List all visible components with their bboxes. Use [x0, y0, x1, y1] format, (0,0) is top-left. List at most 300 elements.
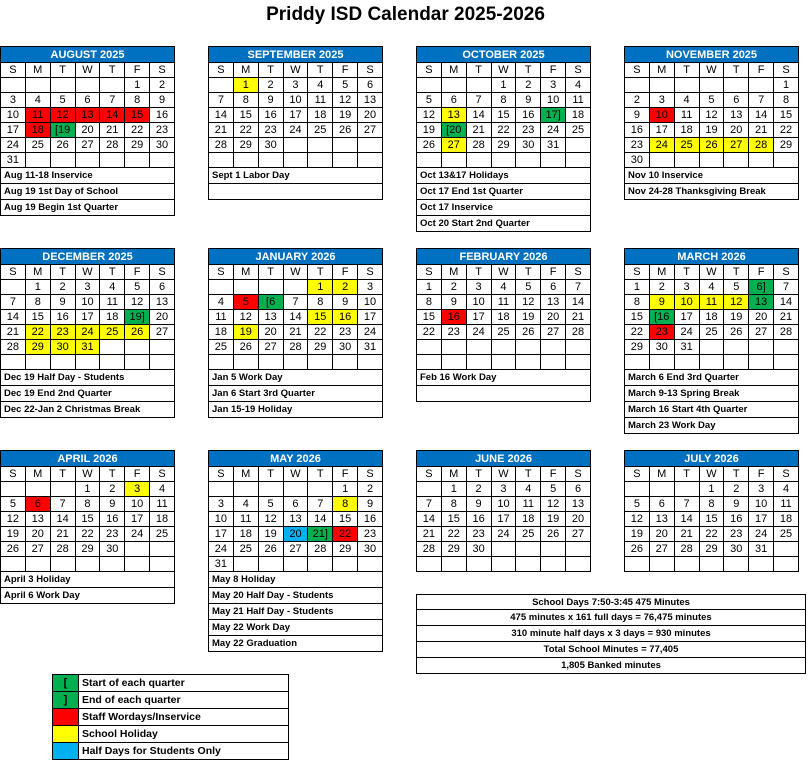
day-cell: 27 — [724, 138, 749, 153]
day-cell: 25 — [566, 123, 591, 138]
week-row — [417, 512, 591, 527]
month-days-table — [0, 62, 175, 168]
month-july — [624, 450, 799, 572]
day-cell — [233, 153, 258, 168]
week-row — [417, 153, 591, 168]
day-cell: 4 — [516, 482, 541, 497]
day-cell: 11 — [516, 497, 541, 512]
day-cell: 5 — [125, 280, 150, 295]
note-line: May 20 Half Day - Students — [208, 588, 383, 604]
note-line: May 8 Holiday — [208, 572, 383, 588]
day-cell: 31 — [541, 138, 566, 153]
week-row — [1, 93, 175, 108]
note-line: Dec 19 End 2nd Quarter — [0, 386, 175, 402]
day-cell — [417, 557, 442, 572]
month-days-table — [624, 466, 799, 572]
day-cell: 6 — [649, 497, 674, 512]
week-row — [625, 355, 799, 370]
day-cell: 23 — [358, 527, 383, 542]
day-cell: 19 — [541, 512, 566, 527]
day-cell — [724, 153, 749, 168]
day-cell: 16 — [333, 310, 358, 325]
note-line: Aug 19 Begin 1st Quarter — [0, 200, 175, 216]
month-days-table — [208, 466, 383, 572]
day-cell — [441, 557, 466, 572]
week-row — [209, 153, 383, 168]
day-cell — [308, 153, 333, 168]
day-cell: 9 — [150, 93, 175, 108]
day-cell — [150, 542, 175, 557]
weekday-header: W — [283, 63, 308, 78]
day-cell: 6 — [541, 280, 566, 295]
day-cell — [209, 78, 234, 93]
day-cell: 16 — [358, 512, 383, 527]
month-april — [0, 450, 175, 604]
day-cell: 24 — [283, 123, 308, 138]
day-cell: 14 — [466, 108, 491, 123]
day-cell: 24 — [674, 325, 699, 340]
day-cell: 5 — [258, 497, 283, 512]
day-cell: 6 — [150, 280, 175, 295]
day-cell — [724, 557, 749, 572]
day-cell — [625, 482, 650, 497]
month-header: MARCH 2026 — [624, 248, 799, 264]
day-cell — [333, 557, 358, 572]
day-cell: 15 — [75, 512, 100, 527]
day-cell: 28 — [100, 138, 125, 153]
day-cell: 10 — [466, 295, 491, 310]
week-row — [625, 542, 799, 557]
day-cell: 29 — [75, 542, 100, 557]
day-cell — [516, 355, 541, 370]
day-cell: 17 — [674, 310, 699, 325]
weekday-header: T — [674, 265, 699, 280]
month-december — [0, 248, 175, 418]
day-cell — [441, 153, 466, 168]
day-cell — [516, 557, 541, 572]
day-cell — [75, 153, 100, 168]
day-cell: 4 — [491, 280, 516, 295]
day-cell: 6] — [749, 280, 774, 295]
day-cell — [258, 355, 283, 370]
day-cell: 7 — [209, 93, 234, 108]
month-january — [208, 248, 383, 418]
day-cell: 24 — [358, 325, 383, 340]
weekday-header: T — [516, 63, 541, 78]
day-cell: 18 — [233, 527, 258, 542]
day-cell: 16 — [100, 512, 125, 527]
legend-label: Half Days for Students Only — [82, 745, 221, 757]
day-cell — [258, 280, 283, 295]
day-cell: 21 — [283, 325, 308, 340]
weekday-header: T — [258, 467, 283, 482]
day-cell — [417, 355, 442, 370]
day-cell: 24 — [749, 527, 774, 542]
day-cell — [233, 482, 258, 497]
day-cell: 13 — [150, 295, 175, 310]
day-cell: 10 — [125, 497, 150, 512]
day-cell: 9 — [516, 93, 541, 108]
day-cell: 5 — [333, 78, 358, 93]
weekday-header: F — [541, 63, 566, 78]
day-cell: 6 — [566, 482, 591, 497]
weekday-header: F — [125, 265, 150, 280]
weekday-header: F — [749, 265, 774, 280]
day-cell: 10 — [541, 93, 566, 108]
day-cell: 12 — [724, 295, 749, 310]
day-cell — [358, 138, 383, 153]
day-cell — [358, 355, 383, 370]
day-cell: 26 — [699, 138, 724, 153]
week-row — [417, 355, 591, 370]
day-cell: 8 — [333, 497, 358, 512]
day-cell: 13 — [724, 108, 749, 123]
day-cell: 2 — [333, 280, 358, 295]
day-cell: 21 — [209, 123, 234, 138]
day-cell: 7 — [100, 93, 125, 108]
day-cell: 14 — [209, 108, 234, 123]
weekday-header: T — [674, 63, 699, 78]
day-cell: 29 — [308, 340, 333, 355]
day-cell — [100, 78, 125, 93]
day-cell: 15 — [125, 108, 150, 123]
day-cell — [283, 280, 308, 295]
day-cell: 1 — [441, 482, 466, 497]
note-line: Oct 17 Inservice — [416, 200, 591, 216]
day-cell — [417, 482, 442, 497]
day-cell — [125, 153, 150, 168]
day-cell: 14 — [749, 108, 774, 123]
day-cell — [516, 153, 541, 168]
day-cell: 10 — [674, 295, 699, 310]
day-cell: 15 — [441, 512, 466, 527]
week-row — [1, 482, 175, 497]
day-cell: 28 — [749, 138, 774, 153]
day-cell — [674, 355, 699, 370]
week-row — [625, 108, 799, 123]
weekday-header: W — [75, 265, 100, 280]
day-cell: 2 — [724, 482, 749, 497]
day-cell — [150, 340, 175, 355]
day-cell: 13 — [541, 295, 566, 310]
day-cell — [125, 557, 150, 572]
day-cell: 3 — [1, 93, 26, 108]
day-cell: 12 — [1, 512, 26, 527]
day-cell: 11 — [774, 497, 799, 512]
day-cell — [283, 482, 308, 497]
day-cell: 22 — [75, 527, 100, 542]
day-cell: 19 — [625, 527, 650, 542]
day-cell: 6 — [724, 93, 749, 108]
day-cell: 17 — [491, 512, 516, 527]
note-line: May 22 Graduation — [208, 636, 383, 652]
week-row — [209, 482, 383, 497]
day-cell — [749, 355, 774, 370]
note-line — [416, 386, 591, 402]
day-cell: 17 — [75, 310, 100, 325]
note-line: April 6 Work Day — [0, 588, 175, 604]
day-cell: 2 — [50, 280, 75, 295]
summary-line: School Days 7:50-3:45 475 Minutes — [416, 594, 806, 610]
day-cell: 8 — [625, 295, 650, 310]
day-cell: 7 — [417, 497, 442, 512]
day-cell: 4 — [308, 78, 333, 93]
weekday-header: S — [625, 265, 650, 280]
day-cell — [283, 138, 308, 153]
day-cell — [50, 557, 75, 572]
day-cell: 9 — [258, 93, 283, 108]
day-cell: 28 — [50, 542, 75, 557]
day-cell: 17 — [358, 310, 383, 325]
day-cell: 1 — [233, 78, 258, 93]
day-cell: 14 — [566, 295, 591, 310]
week-row — [417, 280, 591, 295]
day-cell — [358, 557, 383, 572]
week-row — [209, 295, 383, 310]
day-cell: 18 — [209, 325, 234, 340]
day-cell — [308, 482, 333, 497]
day-cell: 14 — [774, 295, 799, 310]
day-cell: 24 — [649, 138, 674, 153]
day-cell — [649, 557, 674, 572]
day-cell: 25 — [25, 138, 50, 153]
month-days-table — [624, 62, 799, 168]
day-cell: 20 — [724, 123, 749, 138]
day-cell: 2 — [466, 482, 491, 497]
weekday-header: M — [649, 265, 674, 280]
day-cell: 13 — [649, 512, 674, 527]
day-cell — [150, 355, 175, 370]
weekday-header: S — [150, 265, 175, 280]
day-cell: 23 — [258, 123, 283, 138]
day-cell: 2 — [441, 280, 466, 295]
day-cell: 27 — [749, 325, 774, 340]
month-days-table — [416, 264, 591, 370]
day-cell: 21 — [50, 527, 75, 542]
week-row — [417, 108, 591, 123]
day-cell — [566, 557, 591, 572]
day-cell: 9 — [466, 497, 491, 512]
day-cell: 22 — [25, 325, 50, 340]
day-cell: 30 — [516, 138, 541, 153]
day-cell — [566, 138, 591, 153]
page-title: Priddy ISD Calendar 2025-2026 — [266, 4, 545, 25]
day-cell: 29 — [25, 340, 50, 355]
week-row — [417, 138, 591, 153]
week-row — [209, 93, 383, 108]
day-cell: 22 — [625, 325, 650, 340]
note-line: Aug 19 1st Day of School — [0, 184, 175, 200]
day-cell: 11 — [699, 295, 724, 310]
weekday-header: S — [417, 265, 442, 280]
week-row — [1, 557, 175, 572]
day-cell: 28 — [774, 325, 799, 340]
weekday-header: T — [308, 467, 333, 482]
day-cell: 1 — [625, 280, 650, 295]
legend-label: End of each quarter — [82, 694, 181, 706]
day-cell — [674, 78, 699, 93]
weekday-header: F — [541, 467, 566, 482]
day-cell: 25 — [674, 138, 699, 153]
note-line: Nov 10 Inservice — [624, 168, 799, 184]
day-cell — [699, 355, 724, 370]
day-cell — [308, 557, 333, 572]
day-cell: 29 — [625, 340, 650, 355]
day-cell: 2 — [516, 78, 541, 93]
day-cell: 12 — [417, 108, 442, 123]
week-row — [1, 542, 175, 557]
day-cell: 14 — [417, 512, 442, 527]
day-cell: 6 — [75, 93, 100, 108]
note-line: Aug 11-18 Inservice — [0, 168, 175, 184]
day-cell: 20 — [541, 310, 566, 325]
weekday-header: T — [308, 265, 333, 280]
day-cell: 11 — [25, 108, 50, 123]
day-cell: 24 — [491, 527, 516, 542]
day-cell — [649, 78, 674, 93]
note-line: Oct 13&17 Holidays — [416, 168, 591, 184]
weekday-header: S — [417, 467, 442, 482]
day-cell: 23 — [50, 325, 75, 340]
legend-label: School Holiday — [82, 728, 158, 740]
day-cell: 14 — [1, 310, 26, 325]
day-cell — [674, 153, 699, 168]
day-cell — [516, 542, 541, 557]
week-row — [1, 123, 175, 138]
day-cell: 2 — [258, 78, 283, 93]
day-cell: 26 — [50, 138, 75, 153]
day-cell — [749, 340, 774, 355]
week-row — [1, 310, 175, 325]
weekday-header: S — [566, 63, 591, 78]
day-cell — [100, 340, 125, 355]
day-cell: 3 — [466, 280, 491, 295]
weekday-header: S — [358, 467, 383, 482]
day-cell — [333, 138, 358, 153]
day-cell: 26 — [333, 123, 358, 138]
day-cell: 9 — [724, 497, 749, 512]
weekday-header: T — [516, 467, 541, 482]
note-line: March 23 Work Day — [624, 418, 799, 434]
day-cell — [649, 482, 674, 497]
month-june — [416, 450, 591, 572]
month-notes — [416, 370, 591, 402]
day-cell: 9 — [441, 295, 466, 310]
day-cell: 1 — [491, 78, 516, 93]
week-row — [1, 153, 175, 168]
week-row — [209, 557, 383, 572]
week-row — [417, 497, 591, 512]
day-cell: 7 — [774, 280, 799, 295]
day-cell — [100, 355, 125, 370]
weekday-header: S — [566, 467, 591, 482]
legend-item — [53, 692, 288, 709]
week-row — [417, 527, 591, 542]
day-cell: 8 — [441, 497, 466, 512]
school-minutes-summary — [416, 594, 806, 674]
weekday-header: S — [150, 63, 175, 78]
day-cell: 25 — [491, 325, 516, 340]
week-row — [209, 512, 383, 527]
day-cell: 23 — [333, 325, 358, 340]
note-line: Jan 5 Work Day — [208, 370, 383, 386]
day-cell: 3 — [649, 93, 674, 108]
day-cell — [774, 542, 799, 557]
week-row — [1, 512, 175, 527]
day-cell: 10 — [209, 512, 234, 527]
week-row — [209, 355, 383, 370]
day-cell — [491, 340, 516, 355]
day-cell: 19 — [417, 123, 442, 138]
day-cell — [150, 153, 175, 168]
weekday-header: F — [125, 467, 150, 482]
day-cell: 23 — [150, 123, 175, 138]
week-row — [1, 355, 175, 370]
day-cell: 27 — [566, 527, 591, 542]
month-header: DECEMBER 2025 — [0, 248, 175, 264]
weekday-header: T — [258, 63, 283, 78]
day-cell: 29 — [774, 138, 799, 153]
day-cell: 11 — [233, 512, 258, 527]
day-cell — [541, 340, 566, 355]
week-row — [1, 78, 175, 93]
month-days-table — [208, 264, 383, 370]
day-cell: 21 — [566, 310, 591, 325]
weekday-header: W — [75, 467, 100, 482]
day-cell: 20 — [75, 123, 100, 138]
day-cell: 1 — [774, 78, 799, 93]
day-cell: 7 — [283, 295, 308, 310]
day-cell: 18 — [566, 108, 591, 123]
day-cell: 18 — [491, 310, 516, 325]
day-cell: 18 — [516, 512, 541, 527]
day-cell: 28 — [283, 340, 308, 355]
day-cell — [1, 280, 26, 295]
week-row — [625, 138, 799, 153]
note-line: March 9-13 Spring Break — [624, 386, 799, 402]
day-cell: 17 — [749, 512, 774, 527]
day-cell: 3 — [75, 280, 100, 295]
weekday-header: S — [209, 467, 234, 482]
day-cell: 9 — [649, 295, 674, 310]
day-cell: 17 — [1, 123, 26, 138]
day-cell: 16 — [466, 512, 491, 527]
week-row — [209, 527, 383, 542]
legend-label: Staff Wordays/Inservice — [82, 711, 201, 723]
day-cell: 23 — [441, 325, 466, 340]
day-cell — [649, 153, 674, 168]
week-row — [417, 78, 591, 93]
day-cell: 4 — [209, 295, 234, 310]
day-cell — [724, 355, 749, 370]
day-cell: 30 — [50, 340, 75, 355]
day-cell: 19 — [699, 123, 724, 138]
day-cell — [1, 482, 26, 497]
weekday-header: T — [50, 467, 75, 482]
day-cell: 8 — [125, 93, 150, 108]
day-cell: 14 — [308, 512, 333, 527]
month-days-table — [624, 264, 799, 370]
day-cell — [699, 153, 724, 168]
day-cell: 10 — [75, 295, 100, 310]
month-header: AUGUST 2025 — [0, 46, 175, 62]
week-row — [625, 93, 799, 108]
day-cell: 25 — [308, 123, 333, 138]
day-cell — [491, 355, 516, 370]
week-row — [1, 138, 175, 153]
day-cell: 9 — [358, 497, 383, 512]
day-cell: 12 — [50, 108, 75, 123]
